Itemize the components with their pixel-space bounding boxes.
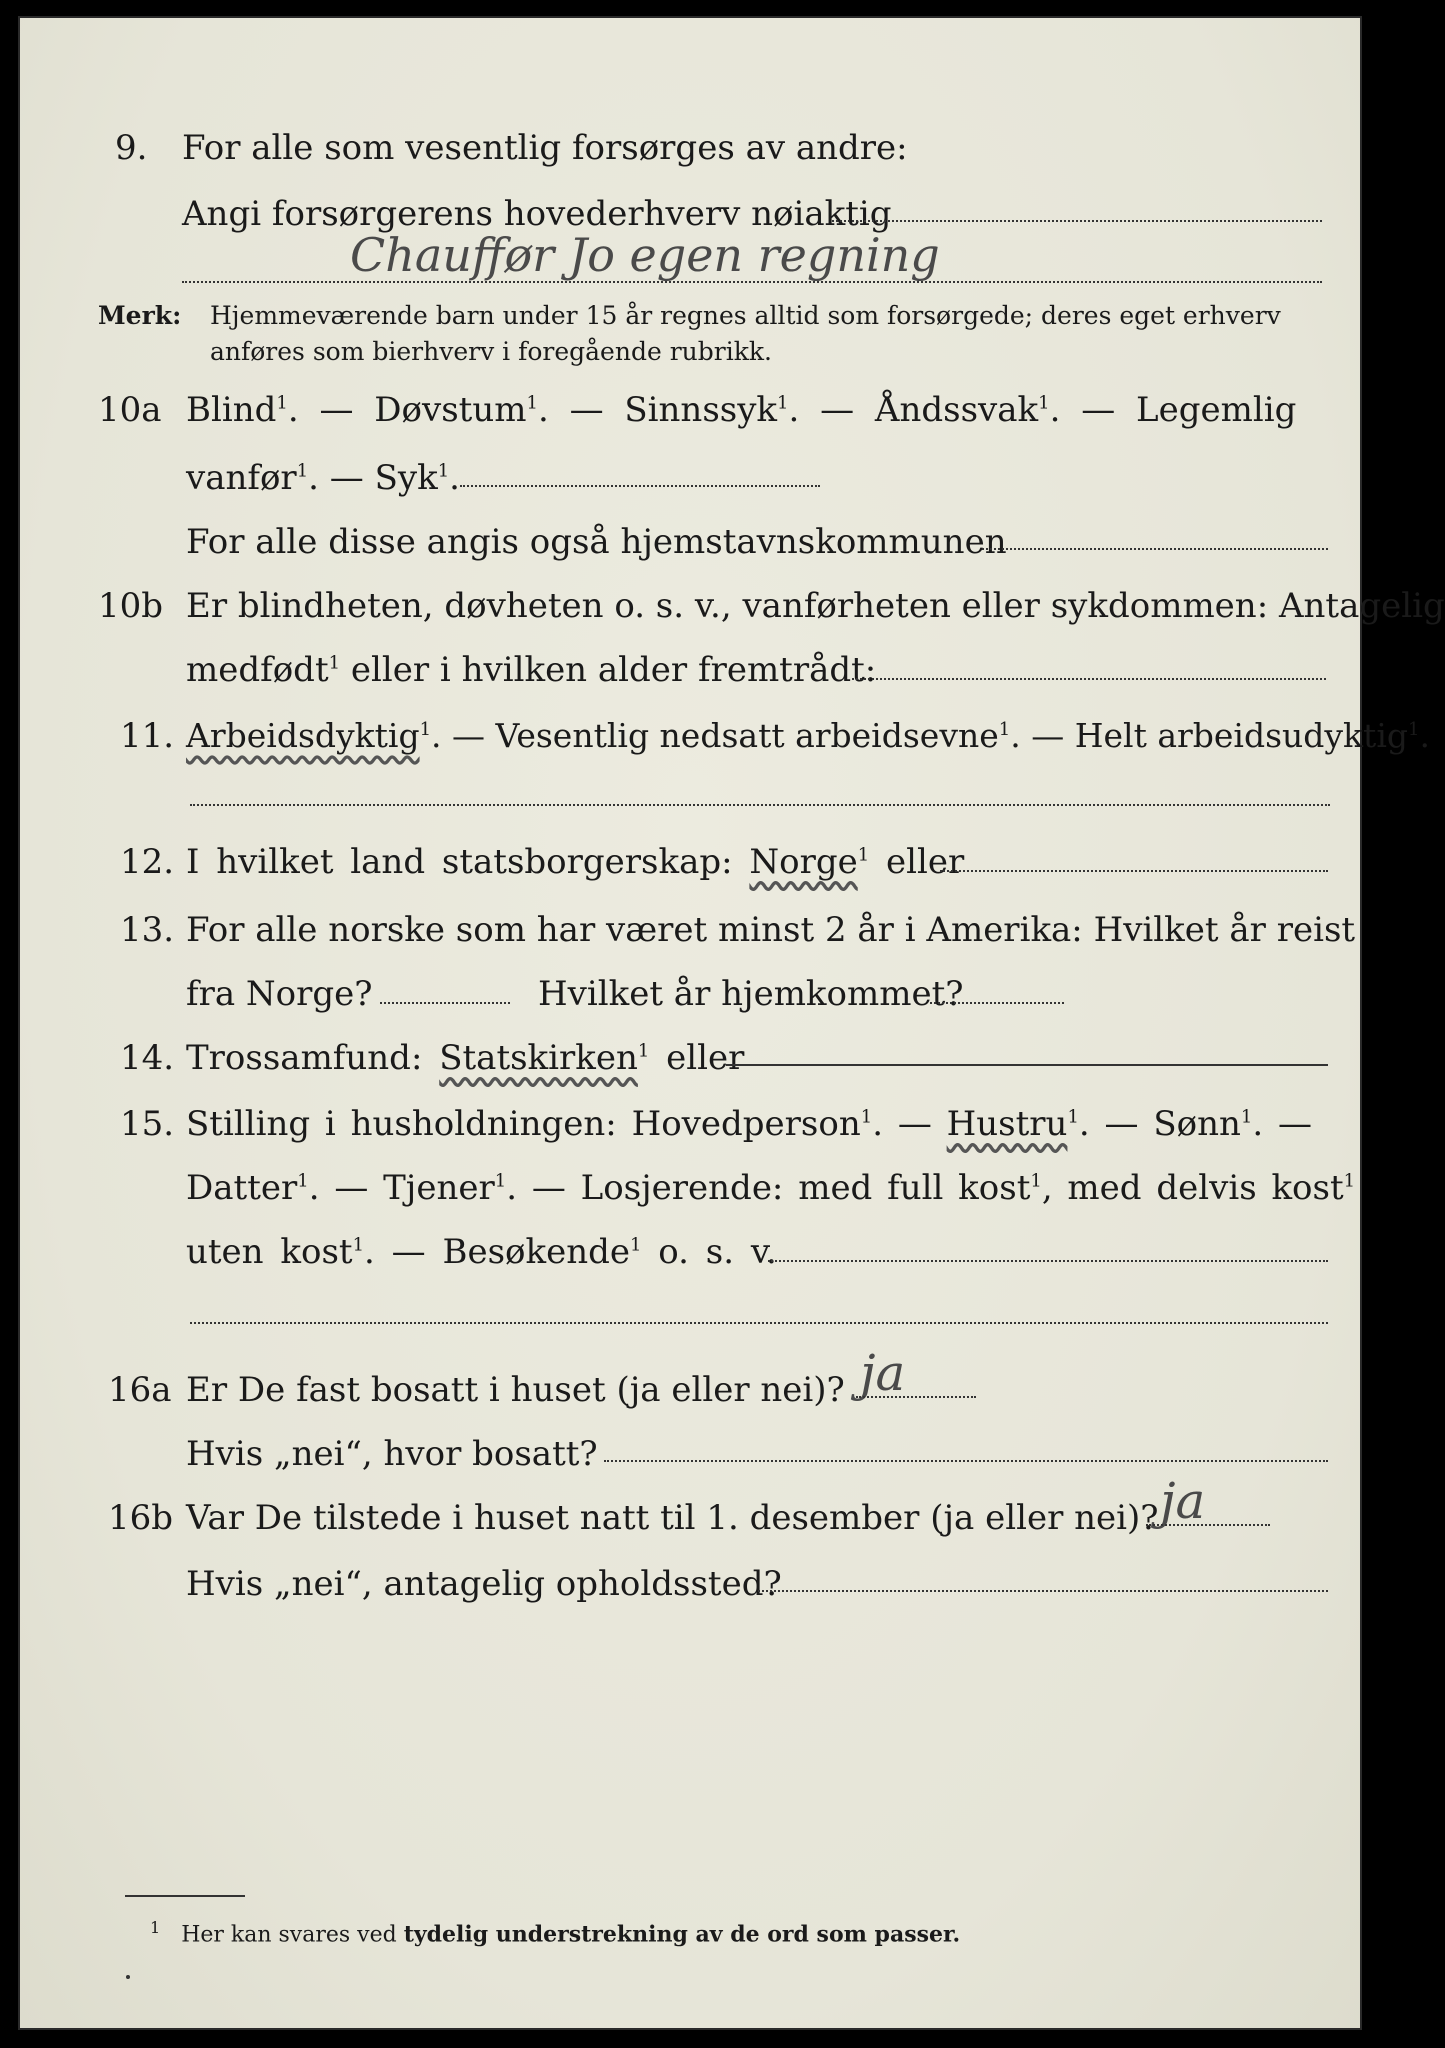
q12-question: I hvilket land statsborgerskap: Norge$^1$ eller bbox=[186, 842, 965, 882]
q16b-dotline-1 bbox=[1146, 1524, 1270, 1526]
q9-question-2: Angi forsørgerens hovederhverv nøiaktig bbox=[182, 194, 892, 234]
footnote-mark: 1 bbox=[150, 1918, 161, 1937]
q15-dotline-2 bbox=[190, 1322, 1328, 1324]
q13-line-2 bbox=[20, 968, 1360, 1020]
q14-line bbox=[20, 1032, 1360, 1084]
q10b-line-2 bbox=[20, 644, 1360, 696]
q12-dotline bbox=[940, 870, 1328, 872]
q10a-options: Blind$^1$. — Døvstum$^1$. — Sinnssyk$^1$. — Åndssvak$^1$. — Legemlig bbox=[186, 390, 1297, 430]
q15-number: 15. bbox=[120, 1104, 175, 1144]
q13-hjemkommet: Hvilket år hjemkommet? bbox=[538, 974, 964, 1014]
q15-question: Stilling i husholdningen: Hovedperson$^1$. — Hustru$^1$. — Sønn$^1$. — bbox=[186, 1104, 1312, 1144]
q14-option-statskirken: Statskirken bbox=[439, 1038, 638, 1078]
q12-option-norge: Norge bbox=[749, 842, 858, 882]
q12-number: 12. bbox=[120, 842, 175, 882]
q11-line bbox=[20, 710, 1430, 762]
q9-answer-dotline-2 bbox=[182, 281, 1322, 283]
q16b-question: Var De tilstede i huset natt til 1. desember (ja eller nei)? bbox=[186, 1498, 1159, 1538]
footnote-rule bbox=[125, 1895, 245, 1897]
q15-dotline-1 bbox=[768, 1260, 1328, 1262]
q10b-number: 10b bbox=[98, 586, 164, 626]
footnote-text-a: Her kan svares ved bbox=[181, 1922, 397, 1948]
option-legemlig: — Legemlig bbox=[1081, 390, 1297, 430]
q15-options-2: Datter$^1$. — Tjener$^1$. — Losjerende: med full kost$^1$, med delvis kost$^1$ bbox=[186, 1168, 1356, 1208]
q16a-line-1 bbox=[20, 1364, 1360, 1416]
q16b-line-1 bbox=[20, 1492, 1360, 1544]
q9-question: For alle som vesentlig forsørges av andre: bbox=[182, 128, 908, 168]
option-andssvak: — Åndssvak bbox=[820, 390, 1039, 430]
q9-line-1 bbox=[20, 122, 1360, 174]
q10a-line-2 bbox=[20, 452, 1360, 504]
q11-dotline bbox=[190, 804, 1330, 806]
option-dovstum: — Døvstum bbox=[319, 390, 527, 430]
q10a-line-3 bbox=[20, 516, 1360, 568]
q10b-line-1 bbox=[20, 580, 1445, 632]
q10a-dotline-2 bbox=[982, 548, 1328, 550]
q15-line-1 bbox=[20, 1098, 1360, 1150]
q9-answer-dotline-1 bbox=[832, 220, 1322, 222]
q13-line-1 bbox=[20, 904, 1360, 956]
note-text-1: Hjemmeværende barn under 15 år regnes alltid som forsørgede; deres eget erhverv bbox=[210, 301, 1281, 330]
q10b-dotline bbox=[852, 678, 1326, 680]
census-form-page bbox=[18, 16, 1445, 2030]
q16b-line-2 bbox=[20, 1558, 1360, 1610]
q16a-dotline-1 bbox=[856, 1396, 976, 1398]
option-syk: — Syk bbox=[329, 458, 438, 498]
q13-reist: fra Norge? bbox=[186, 974, 373, 1014]
q10a-options-2: vanfør$^1$. — Syk$^1$. bbox=[186, 458, 460, 498]
note-line-2 bbox=[20, 326, 1360, 378]
q10a-hjemstavn: For alle disse angis også hjemstavnskommunen bbox=[186, 522, 1007, 562]
q16a-handwritten-answer: ja bbox=[860, 1344, 906, 1402]
footnote-text-b: tydelig understrekning av de ord som passer. bbox=[403, 1921, 961, 1948]
q15-option-hustru: Hustru bbox=[946, 1104, 1068, 1144]
q16a-question: Er De fast bosatt i huset (ja eller nei)? bbox=[186, 1370, 845, 1410]
q14-number: 14. bbox=[120, 1038, 175, 1078]
q13-number: 13. bbox=[120, 910, 175, 950]
q10b-question-2: medfødt$^1$ eller i hvilken alder fremtrådt: bbox=[186, 650, 877, 690]
q16b-opholdssted: Hvis „nei“, antagelig opholdssted? bbox=[186, 1564, 782, 1604]
q11-number: 11. bbox=[120, 716, 175, 756]
q16a-bosatt: Hvis „nei“, hvor bosatt? bbox=[186, 1434, 598, 1474]
q14-question: Trossamfund: Statskirken$^1$ eller bbox=[186, 1038, 745, 1078]
q16a-number: 16a bbox=[108, 1370, 172, 1410]
option-vanfor: vanfør bbox=[186, 458, 297, 498]
q13-question: For alle norske som har været minst 2 år i Amerika: Hvilket år reist bbox=[186, 910, 1356, 950]
q16b-handwritten-answer: ja bbox=[1160, 1472, 1206, 1530]
q15-line-3 bbox=[20, 1226, 1360, 1278]
option-sinnssyk: — Sinnssyk bbox=[569, 390, 778, 430]
q16b-dotline-2 bbox=[758, 1590, 1328, 1592]
q13-dotline-1 bbox=[380, 1002, 510, 1004]
q16a-line-2 bbox=[20, 1428, 1360, 1480]
q10a-dotline-1 bbox=[460, 485, 820, 487]
q15-line-2 bbox=[20, 1162, 1360, 1214]
q11-options: Arbeidsdyktig$^1$. — Vesentlig nedsatt arbeidsevne$^1$. — Helt arbeidsudyktig$^1$. bbox=[186, 716, 1430, 755]
option-blind: Blind bbox=[186, 390, 277, 430]
note-text-2: anføres som bierhverv i foregående rubrikk. bbox=[210, 337, 772, 366]
q12-line bbox=[20, 836, 1360, 888]
q16b-number: 16b bbox=[108, 1498, 174, 1538]
paper-background bbox=[20, 18, 1445, 2028]
q11-option-arbeidsdyktig: Arbeidsdyktig bbox=[186, 716, 420, 755]
q10a-line-1 bbox=[20, 384, 1360, 436]
q10a-number: 10a bbox=[98, 390, 162, 430]
note-label: Merk: bbox=[98, 301, 182, 330]
q15-options-3: uten kost$^1$. — Besøkende$^1$ o. s. v. bbox=[186, 1232, 777, 1272]
q10b-question: Er blindheten, døvheten o. s. v., vanførheten eller sykdommen: Antagelig bbox=[186, 586, 1445, 626]
q9-number: 9. bbox=[115, 128, 148, 168]
paper-speck bbox=[126, 1975, 130, 1979]
q9-handwritten-answer: Chauffør Jo egen regning bbox=[350, 228, 940, 282]
q14-line-fill bbox=[726, 1064, 1328, 1066]
footnote bbox=[150, 1918, 960, 1947]
q16a-dotline-2 bbox=[604, 1460, 1328, 1462]
q13-dotline-2 bbox=[930, 1002, 1064, 1004]
